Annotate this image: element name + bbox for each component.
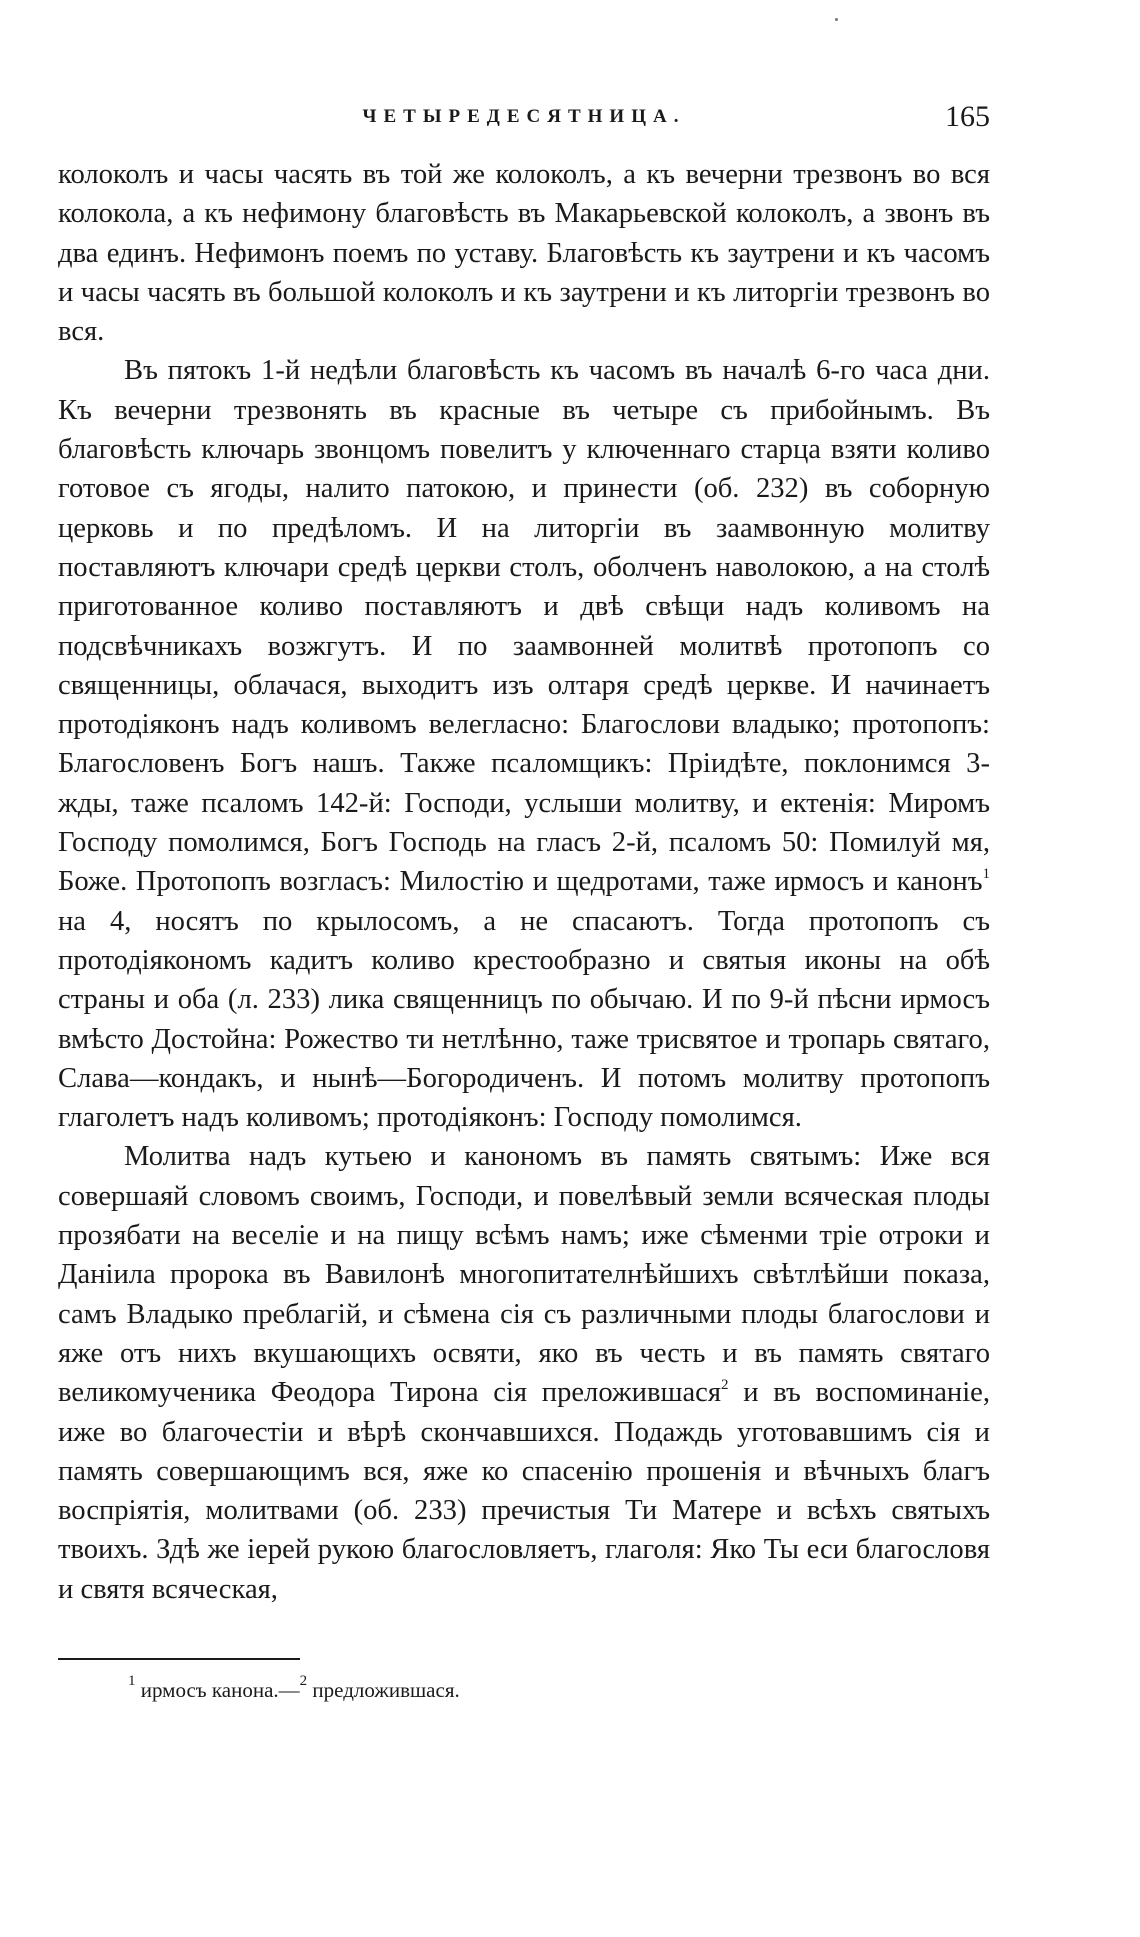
paragraph-text: на 4, носятъ по крылосомъ, а не спасаютъ. Тогда протопопъ съ протодіякономъ кадитъ коливо крестообразно и святыя иконы на обѣ страны и оба (л. 233) лика священницъ по обычаю. И по 9-й пѣсни ирмосъ вмѣсто Достойна: Рожество ти нетлѣнно, таже трисвятое и тропарь святаго, Слава—кондакъ, и нынѣ—Богородиченъ. И потомъ молитву протопопъ глаголетъ надъ коливомъ; протодіяконъ: Господу помолимся. [58, 905, 990, 1134]
paragraph-text: Въ пятокъ 1-й недѣли благовѣсть къ часомъ въ началѣ 6-го часа дни. Къ вечерни трезвонять въ красные въ четыре съ прибойнымъ. Въ благовѣсть ключарь звонцомъ повелитъ у ключеннаго старца взяти коливо готовое съ ягоды, налито патокою, и принести (об. 232) въ соборную церковь и по предѣломъ. И на литоргіи въ заамвонную молитву поставляютъ ключари средѣ церкви столъ, оболченъ наволокою, а на столѣ приготованное коливо поставляютъ и двѣ свѣщи надъ коливомъ на подсвѣчникахъ возжгутъ. И по заамвонней молитвѣ протопопъ со священницы, облачася, выходитъ изъ олтаря средѣ церкве. И начинаетъ протодіяконъ надъ коливомъ велегласно: Благослови владыко; протопопъ: Благословенъ Богъ нашъ. Также псаломщикъ: Пріидѣте, поклонимся 3-жды, таже псаломъ 142-й: Господи, услыши молитву, и ектенія: Миромъ Господу помолимся, Богъ Господь на гласъ 2-й, псаломъ 50: Помилуй мя, Боже. Протопопъ возгласъ: Милостію и щедротами, таже ирмосъ и канонъ [58, 355, 990, 898]
paragraph-text: колоколъ и часы часять въ той же колоколъ, а къ вечерни трезвонъ во вся колокола, а къ нефимону благовѣсть въ Макарьевской колоколъ, а звонъ въ два единъ. Нефимонъ поемъ по уставу. Благовѣсть къ заутрени и къ часомъ и часы часять въ большой колоколъ и къ заутрени и къ литоргіи трезвонъ во вся. [58, 159, 990, 348]
footnote-marker-2: 2 [299, 1673, 308, 1689]
footnote-ref-1[interactable]: 1 [982, 866, 990, 883]
page-number: 165 [945, 100, 990, 133]
page-speck [835, 18, 838, 21]
running-title: ЧЕТЫРЕДЕСЯТНИЦА. [362, 106, 686, 127]
footnotes [128, 1673, 460, 1704]
footnote-marker-1: 1 [128, 1673, 136, 1689]
paragraph-text: Молитва надъ кутьею и канономъ въ память святымъ: Иже вся совершаяй словомъ своимъ, Господи, и повелѣвый земли всяческая плоды прозябати на веселіе и на пищу всѣмъ намъ; иже сѣменми тріе отроки и Даніила пророка въ Вавилонѣ многопитателнѣйшихъ свѣтлѣйши показа, самъ Владыко преблагій, и сѣмена сія съ различными плоды благослови и яже отъ нихъ вкушающихъ освяти, яко въ честь и въ память святаго великомученика Феодора Тирона сія преложившася [58, 1141, 990, 1409]
paragraph-friday [58, 351, 990, 1137]
main-text [58, 155, 990, 1609]
paragraph-continued [58, 155, 990, 351]
footnote-divider [58, 1658, 300, 1660]
paragraph-text: и въ воспоминаніе, иже во благочестіи и вѣрѣ скончавшихся. Подаждь уготовавшимъ сія и память совершающимъ вся, яже ко спасенію прошенія и вѣчныхъ благъ воспріятія, молитвами (об. 233) пречистыя Ти Матере и всѣхъ святыхъ твоихъ. Здѣ же іерей рукою благословляетъ, глаголя: Яко Ты еси благословя и святя всяческая, [58, 1377, 991, 1605]
page-header [58, 100, 990, 140]
footnote-ref-2[interactable]: 2 [721, 1377, 729, 1394]
footnote-text-2: предложившася. [307, 1678, 460, 1702]
footnote-text-1: ирмосъ канона.— [135, 1678, 300, 1702]
paragraph-prayer [58, 1137, 990, 1609]
